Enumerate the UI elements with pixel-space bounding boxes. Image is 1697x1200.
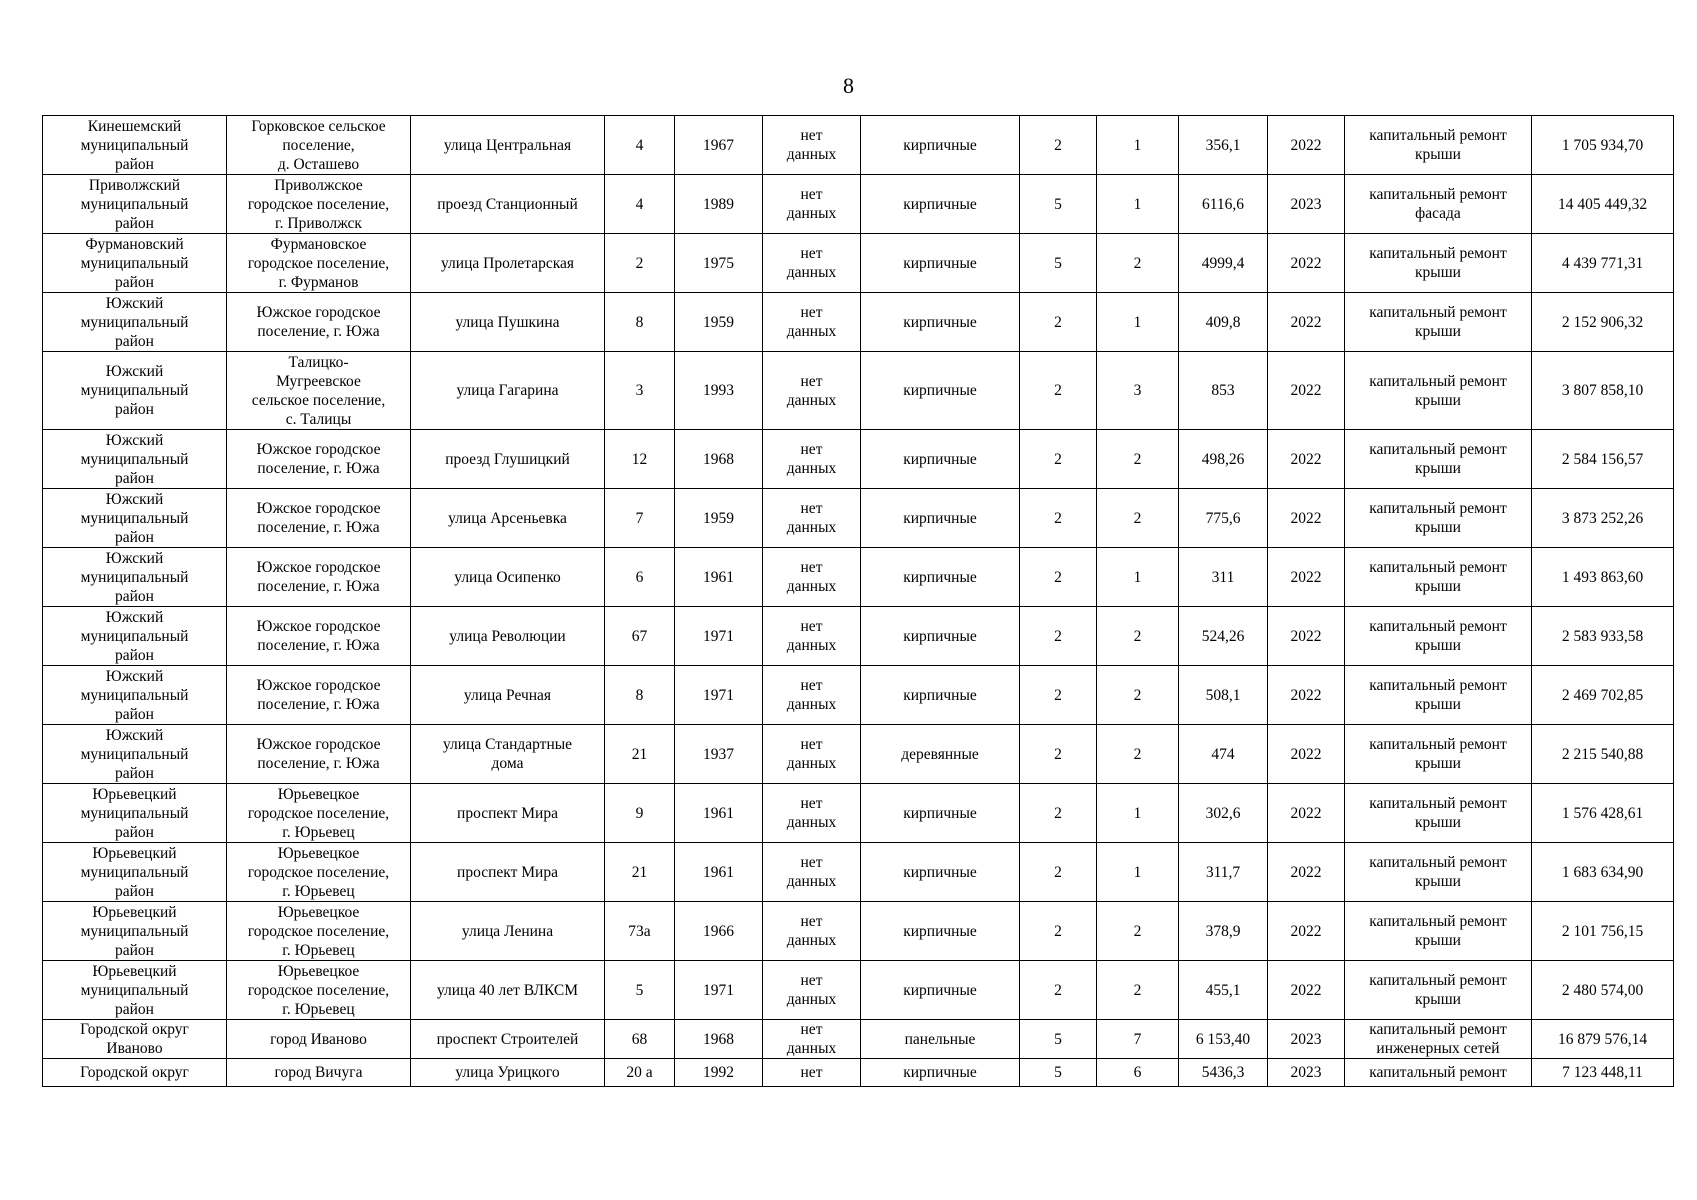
settlement-cell: Южское городское поселение, г. Южа [227,293,411,352]
settlement-cell: Юрьевецкое городское поселение, г. Юрьевец [227,902,411,961]
street-cell: проспект Строителей [411,1020,605,1059]
build-year-cell: 1971 [675,961,763,1020]
wall-material-cell: кирпичные [861,784,1020,843]
build-year-cell: 1968 [675,430,763,489]
work-type-cell: капитальный ремонт крыши [1345,430,1532,489]
wall-material-cell: кирпичные [861,902,1020,961]
street-cell: проезд Станционный [411,175,605,234]
wall-material-cell: панельные [861,1020,1020,1059]
table-row [43,116,1674,175]
district-cell: Приволжский муниципальный район [43,175,227,234]
house-number-cell: 7 [605,489,675,548]
district-cell: Южский муниципальный район [43,548,227,607]
district-cell: Городской округ Иваново [43,1020,227,1059]
plan-year-cell: 2022 [1268,489,1345,548]
district-cell: Городской округ [43,1059,227,1087]
table-row [43,725,1674,784]
wall-material-cell: кирпичные [861,607,1020,666]
work-type-cell: капитальный ремонт крыши [1345,548,1532,607]
table-row [43,352,1674,430]
floors-cell: 2 [1020,666,1097,725]
settlement-cell: Талицко- Мугреевское сельское поселение, с. Талицы [227,352,411,430]
area-cell: 4999,4 [1179,234,1268,293]
area-cell: 302,6 [1179,784,1268,843]
build-year-cell: 1961 [675,843,763,902]
settlement-cell: Южское городское поселение, г. Южа [227,607,411,666]
table-row [43,666,1674,725]
plan-year-cell: 2022 [1268,666,1345,725]
plan-year-cell: 2023 [1268,1059,1345,1087]
wall-material-cell: деревянные [861,725,1020,784]
last-repair-year-cell: нет данных [763,430,861,489]
cost-cell: 2 101 756,15 [1532,902,1674,961]
cost-cell: 3 807 858,10 [1532,352,1674,430]
area-cell: 409,8 [1179,293,1268,352]
street-cell: улица Осипенко [411,548,605,607]
settlement-cell: Южское городское поселение, г. Южа [227,548,411,607]
house-number-cell: 8 [605,666,675,725]
house-number-cell: 8 [605,293,675,352]
street-cell: улица Стандартные дома [411,725,605,784]
cost-cell: 2 584 156,57 [1532,430,1674,489]
wall-material-cell: кирпичные [861,548,1020,607]
work-type-cell: капитальный ремонт крыши [1345,234,1532,293]
house-number-cell: 21 [605,725,675,784]
house-number-cell: 5 [605,961,675,1020]
settlement-cell: Юрьевецкое городское поселение, г. Юрьевец [227,784,411,843]
wall-material-cell: кирпичные [861,293,1020,352]
entrances-cell: 6 [1097,1059,1179,1087]
entrances-cell: 2 [1097,489,1179,548]
entrances-cell: 1 [1097,548,1179,607]
floors-cell: 2 [1020,489,1097,548]
area-cell: 378,9 [1179,902,1268,961]
house-number-cell: 12 [605,430,675,489]
wall-material-cell: кирпичные [861,430,1020,489]
entrances-cell: 7 [1097,1020,1179,1059]
last-repair-year-cell: нет данных [763,116,861,175]
floors-cell: 5 [1020,1020,1097,1059]
cost-cell: 2 152 906,32 [1532,293,1674,352]
last-repair-year-cell: нет данных [763,175,861,234]
district-cell: Южский муниципальный район [43,666,227,725]
last-repair-year-cell: нет данных [763,489,861,548]
floors-cell: 5 [1020,175,1097,234]
entrances-cell: 1 [1097,116,1179,175]
house-number-cell: 3 [605,352,675,430]
wall-material-cell: кирпичные [861,352,1020,430]
plan-year-cell: 2023 [1268,1020,1345,1059]
cost-cell: 2 469 702,85 [1532,666,1674,725]
area-cell: 311,7 [1179,843,1268,902]
area-cell: 6 153,40 [1179,1020,1268,1059]
cost-cell: 1 493 863,60 [1532,548,1674,607]
plan-year-cell: 2022 [1268,725,1345,784]
last-repair-year-cell: нет данных [763,352,861,430]
table-row [43,293,1674,352]
floors-cell: 2 [1020,961,1097,1020]
floors-cell: 2 [1020,430,1097,489]
cost-cell: 1 576 428,61 [1532,784,1674,843]
floors-cell: 2 [1020,784,1097,843]
settlement-cell: Южское городское поселение, г. Южа [227,666,411,725]
district-cell: Южский муниципальный район [43,489,227,548]
wall-material-cell: кирпичные [861,666,1020,725]
last-repair-year-cell: нет данных [763,843,861,902]
house-number-cell: 6 [605,548,675,607]
district-cell: Южский муниципальный район [43,430,227,489]
last-repair-year-cell: нет данных [763,666,861,725]
settlement-cell: Юрьевецкое городское поселение, г. Юрьевец [227,843,411,902]
area-cell: 356,1 [1179,116,1268,175]
street-cell: улица 40 лет ВЛКСМ [411,961,605,1020]
build-year-cell: 1961 [675,548,763,607]
settlement-cell: Фурмановское городское поселение, г. Фурманов [227,234,411,293]
street-cell: улица Пушкина [411,293,605,352]
district-cell: Кинешемский муниципальный район [43,116,227,175]
district-cell: Южский муниципальный район [43,352,227,430]
floors-cell: 2 [1020,902,1097,961]
street-cell: улица Арсеньевка [411,489,605,548]
plan-year-cell: 2022 [1268,352,1345,430]
work-type-cell: капитальный ремонт крыши [1345,902,1532,961]
house-number-cell: 4 [605,116,675,175]
table-row [43,843,1674,902]
build-year-cell: 1961 [675,784,763,843]
district-cell: Юрьевецкий муниципальный район [43,843,227,902]
cost-cell: 4 439 771,31 [1532,234,1674,293]
house-number-cell: 67 [605,607,675,666]
entrances-cell: 1 [1097,293,1179,352]
table-row [43,489,1674,548]
entrances-cell: 1 [1097,175,1179,234]
area-cell: 6116,6 [1179,175,1268,234]
street-cell: проезд Глушицкий [411,430,605,489]
entrances-cell: 2 [1097,430,1179,489]
cost-cell: 2 215 540,88 [1532,725,1674,784]
entrances-cell: 1 [1097,784,1179,843]
build-year-cell: 1959 [675,489,763,548]
table-row [43,175,1674,234]
floors-cell: 5 [1020,234,1097,293]
street-cell: проспект Мира [411,843,605,902]
street-cell: улица Гагарина [411,352,605,430]
last-repair-year-cell: нет данных [763,902,861,961]
table-row [43,902,1674,961]
floors-cell: 2 [1020,352,1097,430]
district-cell: Юрьевецкий муниципальный район [43,902,227,961]
build-year-cell: 1992 [675,1059,763,1087]
build-year-cell: 1959 [675,293,763,352]
table-row [43,548,1674,607]
entrances-cell: 2 [1097,902,1179,961]
table-row [43,1020,1674,1059]
plan-year-cell: 2022 [1268,548,1345,607]
build-year-cell: 1937 [675,725,763,784]
district-cell: Юрьевецкий муниципальный район [43,784,227,843]
cost-cell: 1 705 934,70 [1532,116,1674,175]
table-row [43,234,1674,293]
floors-cell: 2 [1020,116,1097,175]
settlement-cell: Горковское сельское поселение, д. Осташево [227,116,411,175]
area-cell: 524,26 [1179,607,1268,666]
cost-cell: 16 879 576,14 [1532,1020,1674,1059]
area-cell: 508,1 [1179,666,1268,725]
wall-material-cell: кирпичные [861,843,1020,902]
table-row [43,961,1674,1020]
build-year-cell: 1989 [675,175,763,234]
area-cell: 474 [1179,725,1268,784]
work-type-cell: капитальный ремонт крыши [1345,293,1532,352]
settlement-cell: город Иваново [227,1020,411,1059]
last-repair-year-cell: нет данных [763,725,861,784]
cost-cell: 2 583 933,58 [1532,607,1674,666]
cost-cell: 14 405 449,32 [1532,175,1674,234]
wall-material-cell: кирпичные [861,489,1020,548]
last-repair-year-cell: нет данных [763,961,861,1020]
last-repair-year-cell: нет [763,1059,861,1087]
work-type-cell: капитальный ремонт крыши [1345,784,1532,843]
entrances-cell: 2 [1097,607,1179,666]
street-cell: улица Урицкого [411,1059,605,1087]
work-type-cell: капитальный ремонт крыши [1345,725,1532,784]
last-repair-year-cell: нет данных [763,1020,861,1059]
last-repair-year-cell: нет данных [763,548,861,607]
entrances-cell: 3 [1097,352,1179,430]
floors-cell: 2 [1020,725,1097,784]
build-year-cell: 1993 [675,352,763,430]
table-row [43,607,1674,666]
street-cell: улица Ленина [411,902,605,961]
plan-year-cell: 2022 [1268,234,1345,293]
build-year-cell: 1967 [675,116,763,175]
build-year-cell: 1968 [675,1020,763,1059]
settlement-cell: Южское городское поселение, г. Южа [227,430,411,489]
wall-material-cell: кирпичные [861,1059,1020,1087]
plan-year-cell: 2022 [1268,293,1345,352]
plan-year-cell: 2022 [1268,116,1345,175]
floors-cell: 2 [1020,293,1097,352]
settlement-cell: Приволжское городское поселение, г. Приволжск [227,175,411,234]
house-number-cell: 73а [605,902,675,961]
settlement-cell: город Вичуга [227,1059,411,1087]
plan-year-cell: 2022 [1268,784,1345,843]
work-type-cell: капитальный ремонт крыши [1345,961,1532,1020]
floors-cell: 2 [1020,607,1097,666]
plan-year-cell: 2022 [1268,961,1345,1020]
settlement-cell: Юрьевецкое городское поселение, г. Юрьевец [227,961,411,1020]
entrances-cell: 1 [1097,843,1179,902]
last-repair-year-cell: нет данных [763,293,861,352]
work-type-cell: капитальный ремонт крыши [1345,352,1532,430]
district-cell: Южский муниципальный район [43,725,227,784]
cost-cell: 7 123 448,11 [1532,1059,1674,1087]
work-type-cell: капитальный ремонт фасада [1345,175,1532,234]
work-type-cell: капитальный ремонт крыши [1345,116,1532,175]
last-repair-year-cell: нет данных [763,784,861,843]
cost-cell: 3 873 252,26 [1532,489,1674,548]
street-cell: улица Пролетарская [411,234,605,293]
build-year-cell: 1975 [675,234,763,293]
plan-year-cell: 2022 [1268,430,1345,489]
last-repair-year-cell: нет данных [763,234,861,293]
district-cell: Южский муниципальный район [43,607,227,666]
area-cell: 5436,3 [1179,1059,1268,1087]
wall-material-cell: кирпичные [861,175,1020,234]
work-type-cell: капитальный ремонт крыши [1345,666,1532,725]
plan-year-cell: 2022 [1268,902,1345,961]
house-number-cell: 21 [605,843,675,902]
house-number-cell: 9 [605,784,675,843]
build-year-cell: 1971 [675,666,763,725]
house-number-cell: 20 а [605,1059,675,1087]
housing-repair-table [42,115,1674,1087]
plan-year-cell: 2023 [1268,175,1345,234]
build-year-cell: 1966 [675,902,763,961]
street-cell: проспект Мира [411,784,605,843]
area-cell: 775,6 [1179,489,1268,548]
table-row [43,430,1674,489]
settlement-cell: Южское городское поселение, г. Южа [227,489,411,548]
last-repair-year-cell: нет данных [763,607,861,666]
district-cell: Южский муниципальный район [43,293,227,352]
table-row [43,1059,1674,1087]
plan-year-cell: 2022 [1268,607,1345,666]
entrances-cell: 2 [1097,666,1179,725]
build-year-cell: 1971 [675,607,763,666]
area-cell: 455,1 [1179,961,1268,1020]
settlement-cell: Южское городское поселение, г. Южа [227,725,411,784]
wall-material-cell: кирпичные [861,116,1020,175]
area-cell: 498,26 [1179,430,1268,489]
district-cell: Фурмановский муниципальный район [43,234,227,293]
street-cell: улица Речная [411,666,605,725]
entrances-cell: 2 [1097,961,1179,1020]
work-type-cell: капитальный ремонт крыши [1345,607,1532,666]
work-type-cell: капитальный ремонт крыши [1345,843,1532,902]
entrances-cell: 2 [1097,725,1179,784]
page-number: 8 [843,73,854,98]
entrances-cell: 2 [1097,234,1179,293]
house-number-cell: 4 [605,175,675,234]
wall-material-cell: кирпичные [861,234,1020,293]
district-cell: Юрьевецкий муниципальный район [43,961,227,1020]
area-cell: 853 [1179,352,1268,430]
floors-cell: 2 [1020,843,1097,902]
wall-material-cell: кирпичные [861,961,1020,1020]
plan-year-cell: 2022 [1268,843,1345,902]
cost-cell: 1 683 634,90 [1532,843,1674,902]
table-row [43,784,1674,843]
house-number-cell: 68 [605,1020,675,1059]
work-type-cell: капитальный ремонт [1345,1059,1532,1087]
street-cell: улица Центральная [411,116,605,175]
work-type-cell: капитальный ремонт инженерных сетей [1345,1020,1532,1059]
work-type-cell: капитальный ремонт крыши [1345,489,1532,548]
cost-cell: 2 480 574,00 [1532,961,1674,1020]
floors-cell: 5 [1020,1059,1097,1087]
floors-cell: 2 [1020,548,1097,607]
house-number-cell: 2 [605,234,675,293]
street-cell: улица Революции [411,607,605,666]
area-cell: 311 [1179,548,1268,607]
